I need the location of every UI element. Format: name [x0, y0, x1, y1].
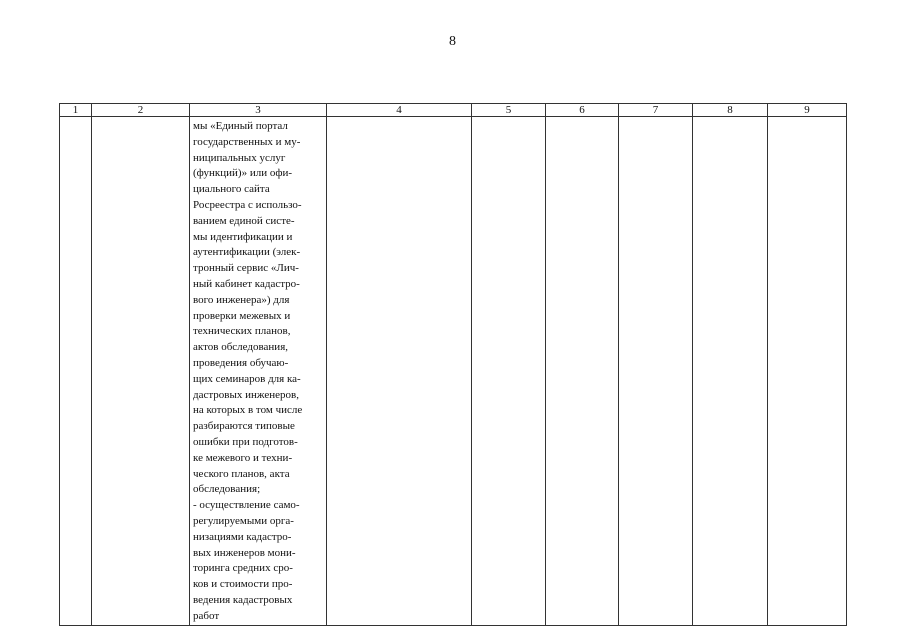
text-line: торинга средних сро-: [193, 562, 293, 575]
table-header-row: [60, 104, 847, 117]
text-line: проверки межевых и: [193, 309, 291, 322]
text-line: вых инженеров мони-: [193, 546, 296, 559]
text-line: проведения обучаю-: [193, 356, 289, 369]
text-line: мы идентификации и: [193, 230, 293, 243]
text-line: на которых в том числе: [193, 404, 303, 417]
text-line: дастровых инженеров,: [193, 388, 299, 401]
text-line: ческого планов, акта: [193, 467, 290, 480]
cell-col-5: [472, 117, 546, 626]
text-line: ков и стоимости про-: [193, 578, 293, 591]
header-col-4: 4: [327, 104, 472, 117]
cell-col-7: [619, 117, 693, 626]
cell-col-4: [327, 117, 472, 626]
text-line: - осуществление само-: [193, 499, 300, 512]
header-col-7: 7: [619, 104, 693, 117]
text-line: работ: [193, 609, 220, 622]
cell-col-9: [768, 117, 847, 626]
cell-col-2: [92, 117, 190, 626]
header-col-9: 9: [768, 104, 847, 117]
header-col-8: 8: [693, 104, 768, 117]
measure-description: [190, 117, 326, 625]
header-col-3: 3: [190, 104, 327, 117]
text-line: ошибки при подготов-: [193, 435, 298, 448]
text-line: ке межевого и техни-: [193, 451, 293, 464]
header-col-6: 6: [546, 104, 619, 117]
text-line: регулируемыми орга-: [193, 514, 294, 527]
text-line: обследования;: [193, 483, 261, 496]
cell-col-6: [546, 117, 619, 626]
page-number: 8: [449, 34, 456, 49]
text-line: актов обследования,: [193, 341, 289, 354]
text-line: циального сайта: [193, 183, 270, 196]
table-row: [60, 117, 847, 626]
header-col-1: 1: [60, 104, 92, 117]
text-line: аутентификации (элек-: [193, 246, 301, 259]
text-line: ный кабинет кадастро-: [193, 277, 300, 290]
text-line: Росреестра с использо-: [193, 198, 302, 211]
text-line: ведения кадастровых: [193, 593, 293, 606]
text-line: мы «Единый портал: [193, 120, 288, 132]
text-line: разбираются типовые: [193, 420, 295, 433]
text-line: (функций)» или офи-: [193, 167, 293, 180]
measures-table: [59, 103, 847, 626]
cell-col-1: [60, 117, 92, 626]
header-col-5: 5: [472, 104, 546, 117]
text-line: ванием единой систе-: [193, 214, 295, 227]
text-line: низациями кадастро-: [193, 530, 292, 543]
text-line: государственных и му-: [193, 135, 301, 148]
text-line: вого инженера») для: [193, 293, 290, 306]
text-line: щих семинаров для ка-: [193, 372, 301, 385]
cell-col-3: [190, 117, 327, 626]
cell-col-8: [693, 117, 768, 626]
header-col-2: 2: [92, 104, 190, 117]
text-line: технических планов,: [193, 325, 291, 338]
text-line: тронный сервис «Лич-: [193, 262, 299, 275]
text-line: ниципальных услуг: [193, 151, 286, 164]
